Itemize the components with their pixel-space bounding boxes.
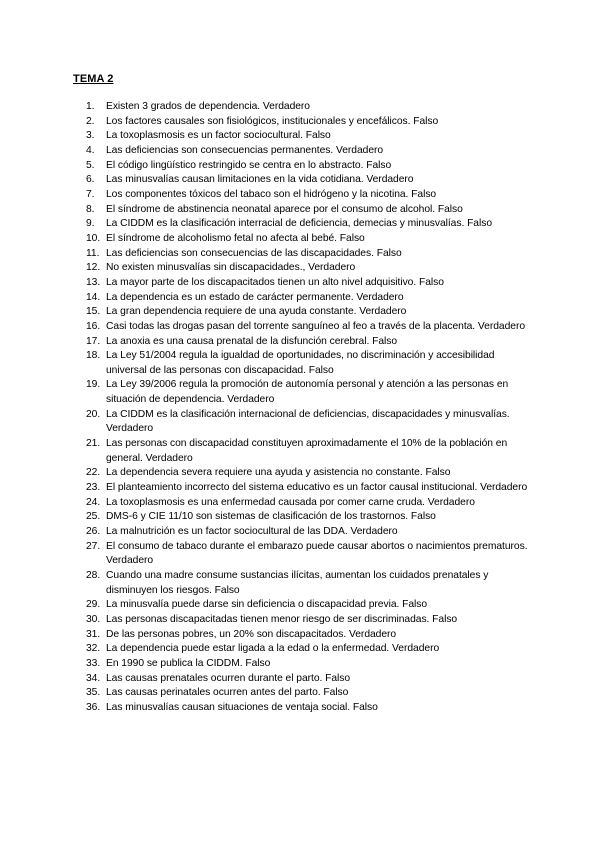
question-text: Existen 3 grados de dependencia. Verdadero: [106, 101, 310, 112]
question-number: 5.: [86, 159, 95, 171]
question-text: Las personas con discapacidad constituyen aproximadamente el 10% de la población en general. Verdadero: [106, 438, 508, 464]
question-text: Las deficiencias son consecuencias de las discapacidades. Falso: [106, 247, 402, 259]
question-item: [86, 335, 532, 350]
question-item: [86, 569, 532, 598]
question-text: La anoxia es una causa prenatal de la disfunción cerebral. Falso: [106, 335, 398, 347]
question-item: [86, 701, 532, 716]
question-number: 4.: [86, 144, 95, 156]
question-text: El código lingüístico restringido se centra en lo abstracto. Falso: [106, 159, 392, 171]
question-number: 1.: [86, 101, 95, 112]
question-text: La minusvalía puede darse sin deficiencia o discapacidad previa. Falso: [106, 599, 428, 611]
question-item: [86, 203, 532, 218]
question-number: 13.: [86, 276, 101, 288]
question-number: 16.: [86, 320, 101, 332]
question-number: 12.: [86, 262, 101, 274]
question-item: [86, 613, 532, 628]
question-number: 10.: [86, 232, 101, 244]
question-text: Casi todas las drogas pasan del torrente sanguíneo al feo a través de la placenta. Verdadero: [106, 320, 525, 332]
question-text: La gran dependencia requiere de una ayuda constante. Verdadero: [106, 306, 407, 318]
question-number: 34.: [86, 672, 101, 684]
question-item: [86, 437, 532, 466]
question-item: [86, 672, 532, 687]
question-number: 17.: [86, 335, 101, 347]
question-text: Las deficiencias son consecuencias permanentes. Verdadero: [106, 144, 384, 156]
question-number: 28.: [86, 570, 101, 581]
question-number: 19.: [86, 379, 101, 391]
question-number: 33.: [86, 657, 101, 669]
question-number: 8.: [86, 203, 95, 215]
question-item: [86, 510, 532, 525]
question-text: El consumo de tabaco durante el embarazo puede causar abortos o nacimientos prematuros. Verdadero: [106, 540, 528, 567]
question-item: [86, 320, 532, 335]
question-item: [86, 217, 532, 232]
question-text: El síndrome de alcoholismo fetal no afecta al bebé. Falso: [106, 232, 365, 244]
question-number: 3.: [86, 130, 95, 142]
question-item: [86, 100, 532, 115]
question-text: Las minusvalías causan limitaciones en la vida cotidiana. Verdadero: [106, 174, 414, 186]
question-number: 9.: [86, 218, 95, 230]
question-item: [86, 247, 532, 262]
question-number: 30.: [86, 613, 101, 625]
question-item: [86, 525, 532, 540]
question-text: La dependencia severa requiere una ayuda y asistencia no constante. Falso: [106, 467, 451, 479]
question-text: El síndrome de abstinencia neonatal aparece por el consumo de alcohol. Falso: [106, 203, 463, 215]
question-item: [86, 628, 532, 643]
question-number: 7.: [86, 188, 95, 200]
question-number: 26.: [86, 526, 101, 538]
question-item: [86, 408, 532, 437]
question-number: 32.: [86, 643, 101, 655]
question-item: [86, 144, 532, 159]
question-item: [86, 540, 532, 569]
question-text: La malnutrición es un factor sociocultural de las DDA. Verdadero: [106, 526, 398, 538]
question-item: [86, 261, 532, 276]
question-text: La Ley 39/2006 regula la promoción de autonomía personal y atención a las personas en situación de dependencia. Verdadero: [106, 379, 509, 406]
question-item: [86, 378, 532, 407]
question-text: La CIDDM es la clasificación interracial de deficiencia, demecias y minusvalías. Falso: [106, 218, 492, 230]
question-number: 25.: [86, 511, 101, 523]
question-text: Las causas perinatales ocurren antes del parto. Falso: [106, 687, 349, 699]
question-number: 2.: [86, 115, 95, 127]
question-list: [86, 100, 532, 716]
question-number: 29.: [86, 599, 101, 611]
question-item: [86, 276, 532, 291]
question-item: [86, 115, 532, 130]
question-item: [86, 305, 532, 320]
question-text: Las causas prenatales ocurren durante el parto. Falso: [106, 672, 351, 684]
question-text: La mayor parte de los discapacitados tienen un alto nivel adquisitivo. Falso: [106, 276, 444, 288]
question-item: [86, 466, 532, 481]
question-item: [86, 642, 532, 657]
question-item: [86, 232, 532, 247]
question-number: 22.: [86, 467, 101, 479]
question-item: [86, 496, 532, 511]
question-text: La toxoplasmosis es un factor sociocultural. Falso: [106, 130, 331, 142]
question-text: De las personas pobres, un 20% son discapacitados. Verdadero: [106, 628, 397, 640]
question-text: No existen minusvalías sin discapacidades., Verdadero: [106, 262, 356, 274]
question-number: 24.: [86, 496, 101, 508]
question-text: La dependencia es un estado de carácter permanente. Verdadero: [106, 291, 404, 303]
question-number: 36.: [86, 701, 101, 713]
question-item: [86, 188, 532, 203]
question-item: [86, 657, 532, 672]
question-text: DMS-6 y CIE 11/10 son sistemas de clasificación de los trastornos. Falso: [106, 511, 436, 523]
question-item: [86, 598, 532, 613]
question-number: 11.: [86, 247, 100, 259]
question-number: 18.: [86, 350, 101, 362]
question-item: [86, 686, 532, 701]
question-number: 31.: [86, 628, 101, 640]
question-text: El planteamiento incorrecto del sistema educativo es un factor causal institucional. Verdadero: [106, 482, 528, 494]
question-text: Las personas discapacitadas tienen menor riesgo de ser discriminadas. Falso: [106, 613, 458, 625]
question-number: 6.: [86, 174, 95, 186]
question-number: 21.: [86, 438, 101, 450]
question-number: 15.: [86, 306, 101, 318]
question-item: [86, 159, 532, 174]
question-text: Los factores causales son fisiológicos, institucionales y encefálicos. Falso: [106, 115, 439, 127]
question-item: [86, 349, 532, 378]
question-text: La Ley 51/2004 regula la igualdad de oportunidades, no discriminación y accesibilidad universal de las personas con discapacidad. Falso: [106, 350, 495, 376]
question-text: La dependencia puede estar ligada a la edad o la enfermedad. Verdadero: [106, 643, 440, 655]
question-number: 23.: [86, 482, 101, 494]
question-text: La CIDDM es la clasificación internacional de deficiencias, discapacidades y minusvalías. Verdadero: [106, 408, 510, 435]
question-item: [86, 291, 532, 306]
question-text: Cuando una madre consume sustancias ilícitas, aumentan los cuidados prenatales y disminuyen los riesgos. Falso: [106, 570, 489, 596]
question-text: Los componentes tóxicos del tabaco son el hidrógeno y la nicotina. Falso: [106, 188, 437, 200]
question-item: [86, 481, 532, 496]
question-item: [86, 173, 532, 188]
question-number: 20.: [86, 408, 101, 420]
question-text: En 1990 se publica la CIDDM. Falso: [106, 657, 271, 669]
document-title: TEMA 2: [73, 73, 114, 85]
question-item: [86, 129, 532, 144]
question-number: 35.: [86, 687, 101, 699]
question-text: La toxoplasmosis es una enfermedad causada por comer carne cruda. Verdadero: [106, 496, 475, 508]
question-text: Las minusvalías causan situaciones de ventaja social. Falso: [106, 701, 378, 713]
question-number: 27.: [86, 540, 101, 552]
question-number: 14.: [86, 291, 101, 303]
